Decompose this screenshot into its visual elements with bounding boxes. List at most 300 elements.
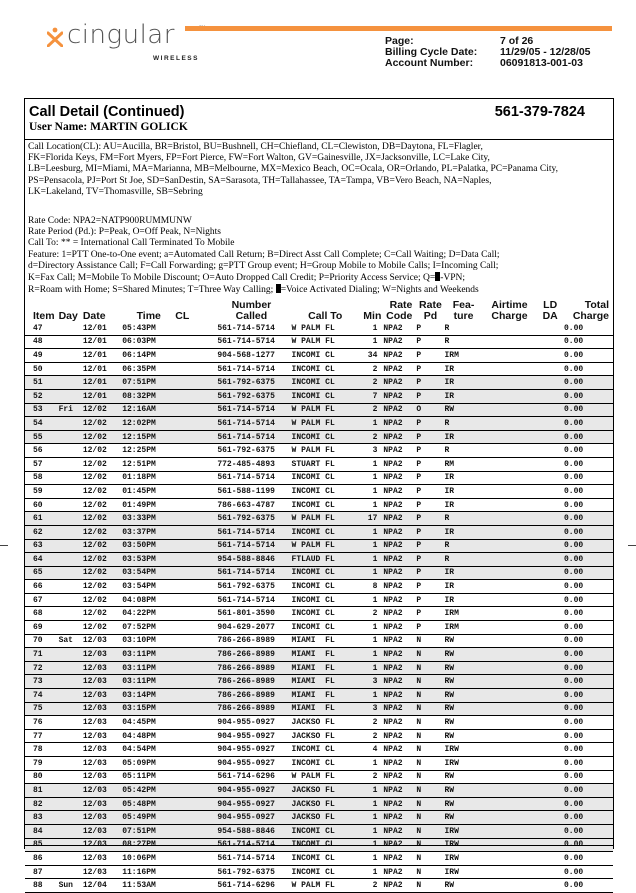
cell-cl <box>175 811 217 825</box>
cell-date: 12/02 <box>82 568 107 578</box>
section-header <box>25 99 613 140</box>
cell-item: 79 <box>33 758 43 768</box>
cell-item: 80 <box>33 772 43 782</box>
call-location-line: FK=Florida Keys, FM=Fort Myers, FP=Fort Pierce, FW=Fort Walton, GV=Gainesville, JX=Jacksonville, LC=Lake City, <box>28 153 490 164</box>
cell-rate-pd: P <box>416 582 422 592</box>
cell-ld <box>536 797 564 811</box>
cell-call-to: INCOMI CL <box>291 486 335 496</box>
cell-cl <box>175 702 217 716</box>
cell-rate-code: NPA2 <box>383 350 403 360</box>
cell-item: 56 <box>33 446 43 456</box>
cell-time: 06:14PM <box>122 350 156 360</box>
cell-total: 0.00 <box>563 364 584 374</box>
table-row <box>25 865 613 879</box>
cell-day <box>59 784 83 798</box>
cell-ld <box>536 675 564 689</box>
cell-cl <box>175 797 217 811</box>
cell-call-to: INCOMI CL <box>291 378 335 388</box>
cell-day <box>59 729 83 743</box>
cell-cl <box>175 743 217 757</box>
cell-item: 84 <box>33 826 43 836</box>
table-row <box>25 702 613 716</box>
cell-date: 12/03 <box>82 690 107 700</box>
cell-rate-pd: P <box>416 378 422 388</box>
cell-rate-pd: P <box>416 500 422 510</box>
cell-rate-pd: P <box>416 418 422 428</box>
cell-number: 786-266-8989 <box>217 636 275 646</box>
cell-call-to: JACKSO FL <box>291 731 335 741</box>
cell-total: 0.00 <box>563 813 584 823</box>
col-total-charge: Total Charge <box>572 299 609 322</box>
cell-date: 12/02 <box>82 405 107 415</box>
cell-time: 11:53AM <box>122 881 156 891</box>
feature-legend-line: Feature: 1=PTT One-to-One event; a=Automated Call Return; B=Direct Asst Call Complete; C=Call Waiting; D=Data Call; <box>28 249 500 260</box>
cell-feature: IR <box>444 378 455 388</box>
cell-total: 0.00 <box>563 418 584 428</box>
cell-call-to: INCOMI CL <box>291 622 335 632</box>
cell-item: 57 <box>33 459 43 469</box>
cell-airtime <box>483 852 537 866</box>
cell-item: 87 <box>33 867 43 877</box>
cell-ld <box>536 349 564 363</box>
cell-rate-pd: N <box>416 636 422 646</box>
cell-airtime <box>483 417 537 431</box>
cell-airtime <box>483 675 537 689</box>
cell-call-to: INCOMI CL <box>291 364 335 374</box>
page-value: 7 of 26 <box>500 35 534 47</box>
cell-min: 2 <box>372 772 378 782</box>
cell-item: 51 <box>33 378 43 388</box>
cell-total: 0.00 <box>563 527 584 537</box>
cell-cl <box>175 417 217 431</box>
cell-rate-pd: N <box>416 650 422 660</box>
cell-rate-code: NPA2 <box>383 677 403 687</box>
cell-day <box>59 580 83 594</box>
cell-number: 904-955-0927 <box>217 785 275 795</box>
cell-time: 01:18PM <box>122 473 156 483</box>
cell-min: 1 <box>372 799 378 809</box>
cell-item: 71 <box>33 650 43 660</box>
cell-min: 1 <box>372 785 378 795</box>
col-date: Date <box>82 309 106 322</box>
cell-number: 561-714-5714 <box>217 595 275 605</box>
cell-call-to: INCOMI CL <box>291 758 335 768</box>
cell-rate-code: NPA2 <box>383 473 403 483</box>
cell-call-to: INCOMI CL <box>291 840 335 850</box>
cell-number: 561-714-5714 <box>217 473 275 483</box>
cell-call-to: W PALM FL <box>291 514 335 524</box>
table-row <box>25 485 613 499</box>
cell-time: 04:45PM <box>122 718 156 728</box>
cell-time: 03:50PM <box>122 541 156 551</box>
header-orange-bar <box>185 26 612 31</box>
cell-rate-pd: N <box>416 772 422 782</box>
cell-call-to: JACKSO FL <box>291 813 335 823</box>
cell-day: Sat <box>58 636 73 646</box>
cell-airtime <box>483 403 537 417</box>
cell-item: 69 <box>33 622 43 632</box>
cell-rate-pd: N <box>416 881 422 891</box>
cell-total: 0.00 <box>563 554 584 564</box>
table-row <box>25 498 613 512</box>
cell-rate-pd: N <box>416 853 422 863</box>
cell-time: 01:49PM <box>122 500 156 510</box>
cell-airtime <box>483 689 537 703</box>
cell-rate-pd: N <box>416 718 422 728</box>
cell-feature: RM <box>444 459 455 469</box>
cell-number: 561-714-5714 <box>217 418 275 428</box>
cell-cl <box>175 824 217 838</box>
cell-cl <box>175 362 217 376</box>
cell-total: 0.00 <box>563 826 584 836</box>
cell-item: 85 <box>33 840 43 850</box>
cell-call-to: INCOMI CL <box>291 391 335 401</box>
cell-time: 05:48PM <box>122 799 156 809</box>
cell-day <box>59 865 83 879</box>
cell-feature: RW <box>444 772 455 782</box>
cell-feature: R <box>444 446 450 456</box>
call-location-line: PS=Pensacola, PJ=Port St Joe, SD=SanDestin, SA=Sarasota, TH=Tallahassee, TA=Tampa, VB=Vero Beach, NA=Naples, <box>28 175 492 186</box>
cell-item: 58 <box>33 473 43 483</box>
cell-call-to: STUART FL <box>291 459 335 469</box>
cell-rate-pd: P <box>416 473 422 483</box>
cell-day: Fri <box>58 405 73 415</box>
cell-airtime <box>483 593 537 607</box>
cell-min: 2 <box>372 881 378 891</box>
cell-cl <box>175 879 217 893</box>
cell-rate-code: NPA2 <box>383 785 403 795</box>
cell-total: 0.00 <box>563 323 584 333</box>
call-location-line: Call Location(CL): AU=Aucilla, BR=Bristol, BU=Bushnell, CH=Chiefland, CL=Clewiston, DB=Daytona, FL=Flagler, <box>28 142 483 152</box>
cell-number: 904-955-0927 <box>217 799 275 809</box>
cell-call-to: INCOMI CL <box>291 500 335 510</box>
cell-ld <box>536 485 564 499</box>
cell-item: 61 <box>33 514 43 524</box>
cell-total: 0.00 <box>563 486 584 496</box>
cell-rate-code: NPA2 <box>383 636 403 646</box>
cell-time: 05:49PM <box>122 813 156 823</box>
cell-total: 0.00 <box>563 799 584 809</box>
cell-rate-code: NPA2 <box>383 541 403 551</box>
cell-number: 561-714-5714 <box>217 405 275 415</box>
page-label: Page: <box>385 35 414 47</box>
cell-ld <box>536 525 564 539</box>
cell-ld <box>536 539 564 553</box>
cell-feature: RW <box>444 881 455 891</box>
cell-rate-code: NPA2 <box>383 745 403 755</box>
cell-min: 34 <box>367 350 378 360</box>
cell-min: 17 <box>367 514 378 524</box>
table-row <box>25 553 613 567</box>
table-row <box>25 797 613 811</box>
cell-min: 1 <box>372 568 378 578</box>
cell-airtime <box>483 553 537 567</box>
cell-date: 12/04 <box>82 881 107 891</box>
cell-date: 12/01 <box>82 391 107 401</box>
cell-date: 12/02 <box>82 473 107 483</box>
cell-number: 904-955-0927 <box>217 718 275 728</box>
cell-feature: IRW <box>444 867 459 877</box>
cell-ld <box>536 729 564 743</box>
cell-number: 772-485-4893 <box>217 459 275 469</box>
cell-day <box>59 661 83 675</box>
cell-rate-pd: N <box>416 813 422 823</box>
table-row <box>25 743 613 757</box>
table-row <box>25 621 613 635</box>
cell-rate-pd: P <box>416 459 422 469</box>
cell-call-to: MIAMI FL <box>291 677 335 687</box>
cell-airtime <box>483 716 537 730</box>
cell-feature: RW <box>444 799 455 809</box>
cell-total: 0.00 <box>563 473 584 483</box>
rate-period-legend: Rate Period (Pd.): P=Peak, O=Off Peak, N=Nights <box>28 227 221 238</box>
cell-date: 12/01 <box>82 350 107 360</box>
cell-total: 0.00 <box>563 663 584 673</box>
cell-call-to: W PALM FL <box>291 337 335 347</box>
table-row <box>25 349 613 363</box>
cell-day <box>59 362 83 376</box>
cell-total: 0.00 <box>563 840 584 850</box>
cell-date: 12/03 <box>82 840 107 850</box>
billing-cycle-label: Billing Cycle Date: <box>385 46 478 58</box>
cell-item: 55 <box>33 432 43 442</box>
cell-airtime <box>483 485 537 499</box>
cell-cl <box>175 512 217 526</box>
cell-rate-pd: P <box>416 364 422 374</box>
cell-item: 83 <box>33 813 43 823</box>
cell-call-to: INCOMI CL <box>291 745 335 755</box>
cell-day <box>59 553 83 567</box>
cell-ld <box>536 417 564 431</box>
cell-airtime <box>483 444 537 458</box>
table-row <box>25 729 613 743</box>
table-row <box>25 376 613 390</box>
cell-min: 2 <box>372 364 378 374</box>
cell-total: 0.00 <box>563 677 584 687</box>
cell-cl <box>175 485 217 499</box>
cell-rate-code: NPA2 <box>383 704 403 714</box>
cell-feature: RW <box>444 690 455 700</box>
feature-legend-line: R=Roam with Home; S=Shared Minutes; T=Three Way Calling; =Voice Activated Dialing; W=Nights and Weekends <box>28 285 479 296</box>
cell-feature: RW <box>444 785 455 795</box>
cell-feature: IR <box>444 568 455 578</box>
cell-cl <box>175 648 217 662</box>
col-item: Item <box>33 309 55 322</box>
cell-total: 0.00 <box>563 541 584 551</box>
table-row <box>25 757 613 771</box>
cell-time: 01:45PM <box>122 486 156 496</box>
cell-feature: R <box>444 323 450 333</box>
cell-rate-code: NPA2 <box>383 432 403 442</box>
cell-number: 786-266-8989 <box>217 677 275 687</box>
cell-min: 8 <box>372 582 378 592</box>
cell-item: 76 <box>33 718 43 728</box>
cell-item: 82 <box>33 799 43 809</box>
cell-call-to: INCOMI CL <box>291 595 335 605</box>
cell-date: 12/03 <box>82 853 107 863</box>
cell-day <box>59 675 83 689</box>
cell-rate-code: NPA2 <box>383 568 403 578</box>
cell-min: 1 <box>372 813 378 823</box>
cell-feature: RW <box>444 405 455 415</box>
table-row <box>25 852 613 866</box>
cell-number: 561-714-5714 <box>217 527 275 537</box>
cell-call-to: INCOMI CL <box>291 527 335 537</box>
cell-item: 88 <box>33 881 43 891</box>
cell-day <box>59 471 83 485</box>
col-rate-pd: Rate Pd <box>419 299 442 322</box>
cell-rate-pd: N <box>416 867 422 877</box>
cell-ld <box>536 566 564 580</box>
col-feature: Fea- ture <box>452 299 475 322</box>
section-title: Call Detail (Continued) <box>29 104 185 120</box>
cell-airtime <box>483 648 537 662</box>
cell-time: 03:10PM <box>122 636 156 646</box>
cell-ld <box>536 607 564 621</box>
cell-feature: RW <box>444 650 455 660</box>
cell-total: 0.00 <box>563 337 584 347</box>
cell-feature: IR <box>444 432 455 442</box>
page-edge-mark-left <box>0 545 8 546</box>
cell-date: 12/02 <box>82 541 107 551</box>
cell-date: 12/01 <box>82 337 107 347</box>
cell-cl <box>175 539 217 553</box>
call-location-line: LB=Leesburg, MI=Miami, MA=Marianna, MB=Melbourne, MX=Mexico Beach, OC=Ocala, OR=Orlando, PL=Palatka, PC=Panama City, <box>28 164 559 175</box>
cell-total: 0.00 <box>563 853 584 863</box>
cell-min: 1 <box>372 663 378 673</box>
cell-ld <box>536 362 564 376</box>
cell-date: 12/03 <box>82 785 107 795</box>
cell-ld <box>536 865 564 879</box>
cell-rate-code: NPA2 <box>383 459 403 469</box>
cell-cl <box>175 865 217 879</box>
cell-day <box>59 743 83 757</box>
cell-call-to: W PALM FL <box>291 541 335 551</box>
col-airtime-charge: Airtime Charge <box>491 299 528 322</box>
cell-airtime <box>483 757 537 771</box>
cell-feature: IRM <box>444 609 459 619</box>
cell-min: 1 <box>372 418 378 428</box>
account-number-value: 06091813-001-03 <box>500 57 583 69</box>
cell-time: 04:08PM <box>122 595 156 605</box>
table-row <box>25 770 613 784</box>
cell-number: 786-266-8989 <box>217 650 275 660</box>
cell-date: 12/03 <box>82 813 107 823</box>
cell-total: 0.00 <box>563 405 584 415</box>
cell-rate-code: NPA2 <box>383 582 403 592</box>
cell-ld <box>536 879 564 893</box>
cell-time: 05:11PM <box>122 772 156 782</box>
cell-rate-code: NPA2 <box>383 378 403 388</box>
cell-item: 78 <box>33 745 43 755</box>
cell-min: 3 <box>372 446 378 456</box>
cell-call-to: W PALM FL <box>291 772 335 782</box>
cell-airtime <box>483 566 537 580</box>
col-number-called: Number Called <box>231 299 272 322</box>
cell-cl <box>175 471 217 485</box>
cell-cl <box>175 757 217 771</box>
page-edge-mark-right <box>628 545 636 546</box>
cell-cl <box>175 661 217 675</box>
cell-feature: IR <box>444 364 455 374</box>
col-ld-da: LD DA <box>542 299 558 322</box>
cell-rate-pd: O <box>416 405 422 415</box>
cell-feature: IRM <box>444 350 459 360</box>
col-day: Day <box>58 309 78 322</box>
cell-cl <box>175 444 217 458</box>
cell-airtime <box>483 457 537 471</box>
cell-ld <box>536 702 564 716</box>
cell-day <box>59 757 83 771</box>
cell-call-to: MIAMI FL <box>291 704 335 714</box>
cell-rate-code: NPA2 <box>383 663 403 673</box>
cell-rate-pd: P <box>416 323 422 333</box>
table-row <box>25 322 613 335</box>
cell-time: 03:15PM <box>122 704 156 714</box>
cell-feature: RW <box>444 677 455 687</box>
cell-cl <box>175 525 217 539</box>
cell-time: 04:54PM <box>122 745 156 755</box>
cell-item: 59 <box>33 486 43 496</box>
cell-total: 0.00 <box>563 731 584 741</box>
cell-rate-pd: P <box>416 514 422 524</box>
cell-item: 67 <box>33 595 43 605</box>
cell-airtime <box>483 471 537 485</box>
cell-day <box>59 607 83 621</box>
cell-min: 2 <box>372 432 378 442</box>
cell-total: 0.00 <box>563 459 584 469</box>
cell-total: 0.00 <box>563 758 584 768</box>
cell-ld <box>536 322 564 335</box>
cell-call-to: INCOMI CL <box>291 432 335 442</box>
cell-call-to: INCOMI CL <box>291 609 335 619</box>
cell-call-to: INCOMI CL <box>291 473 335 483</box>
cell-total: 0.00 <box>563 568 584 578</box>
cell-min: 1 <box>372 459 378 469</box>
table-row <box>25 525 613 539</box>
cell-min: 2 <box>372 378 378 388</box>
cell-cl <box>175 403 217 417</box>
cell-rate-code: NPA2 <box>383 622 403 632</box>
call-to-legend: Call To: ** = International Call Terminated To Mobile <box>28 238 235 249</box>
cell-cl <box>175 553 217 567</box>
cell-total: 0.00 <box>563 500 584 510</box>
cell-ld <box>536 852 564 866</box>
cell-airtime <box>483 430 537 444</box>
cell-rate-pd: P <box>416 527 422 537</box>
cell-item: 50 <box>33 364 43 374</box>
cell-time: 03:33PM <box>122 514 156 524</box>
cell-time: 06:03PM <box>122 337 156 347</box>
cell-day <box>59 389 83 403</box>
cell-min: 1 <box>372 595 378 605</box>
cell-number: 954-588-8846 <box>217 554 275 564</box>
cell-date: 12/02 <box>82 500 107 510</box>
cell-airtime <box>483 621 537 635</box>
cell-date: 12/02 <box>82 595 107 605</box>
cell-call-to: W PALM FL <box>291 446 335 456</box>
table-row <box>25 879 613 893</box>
cell-cl <box>175 770 217 784</box>
cell-day <box>59 349 83 363</box>
table-body <box>25 322 613 892</box>
cell-call-to: FTLAUD FL <box>291 554 335 564</box>
cell-number: 904-955-0927 <box>217 731 275 741</box>
cell-ld <box>536 444 564 458</box>
cell-call-to: W PALM FL <box>291 323 335 333</box>
cell-date: 12/03 <box>82 650 107 660</box>
cell-ld <box>536 593 564 607</box>
